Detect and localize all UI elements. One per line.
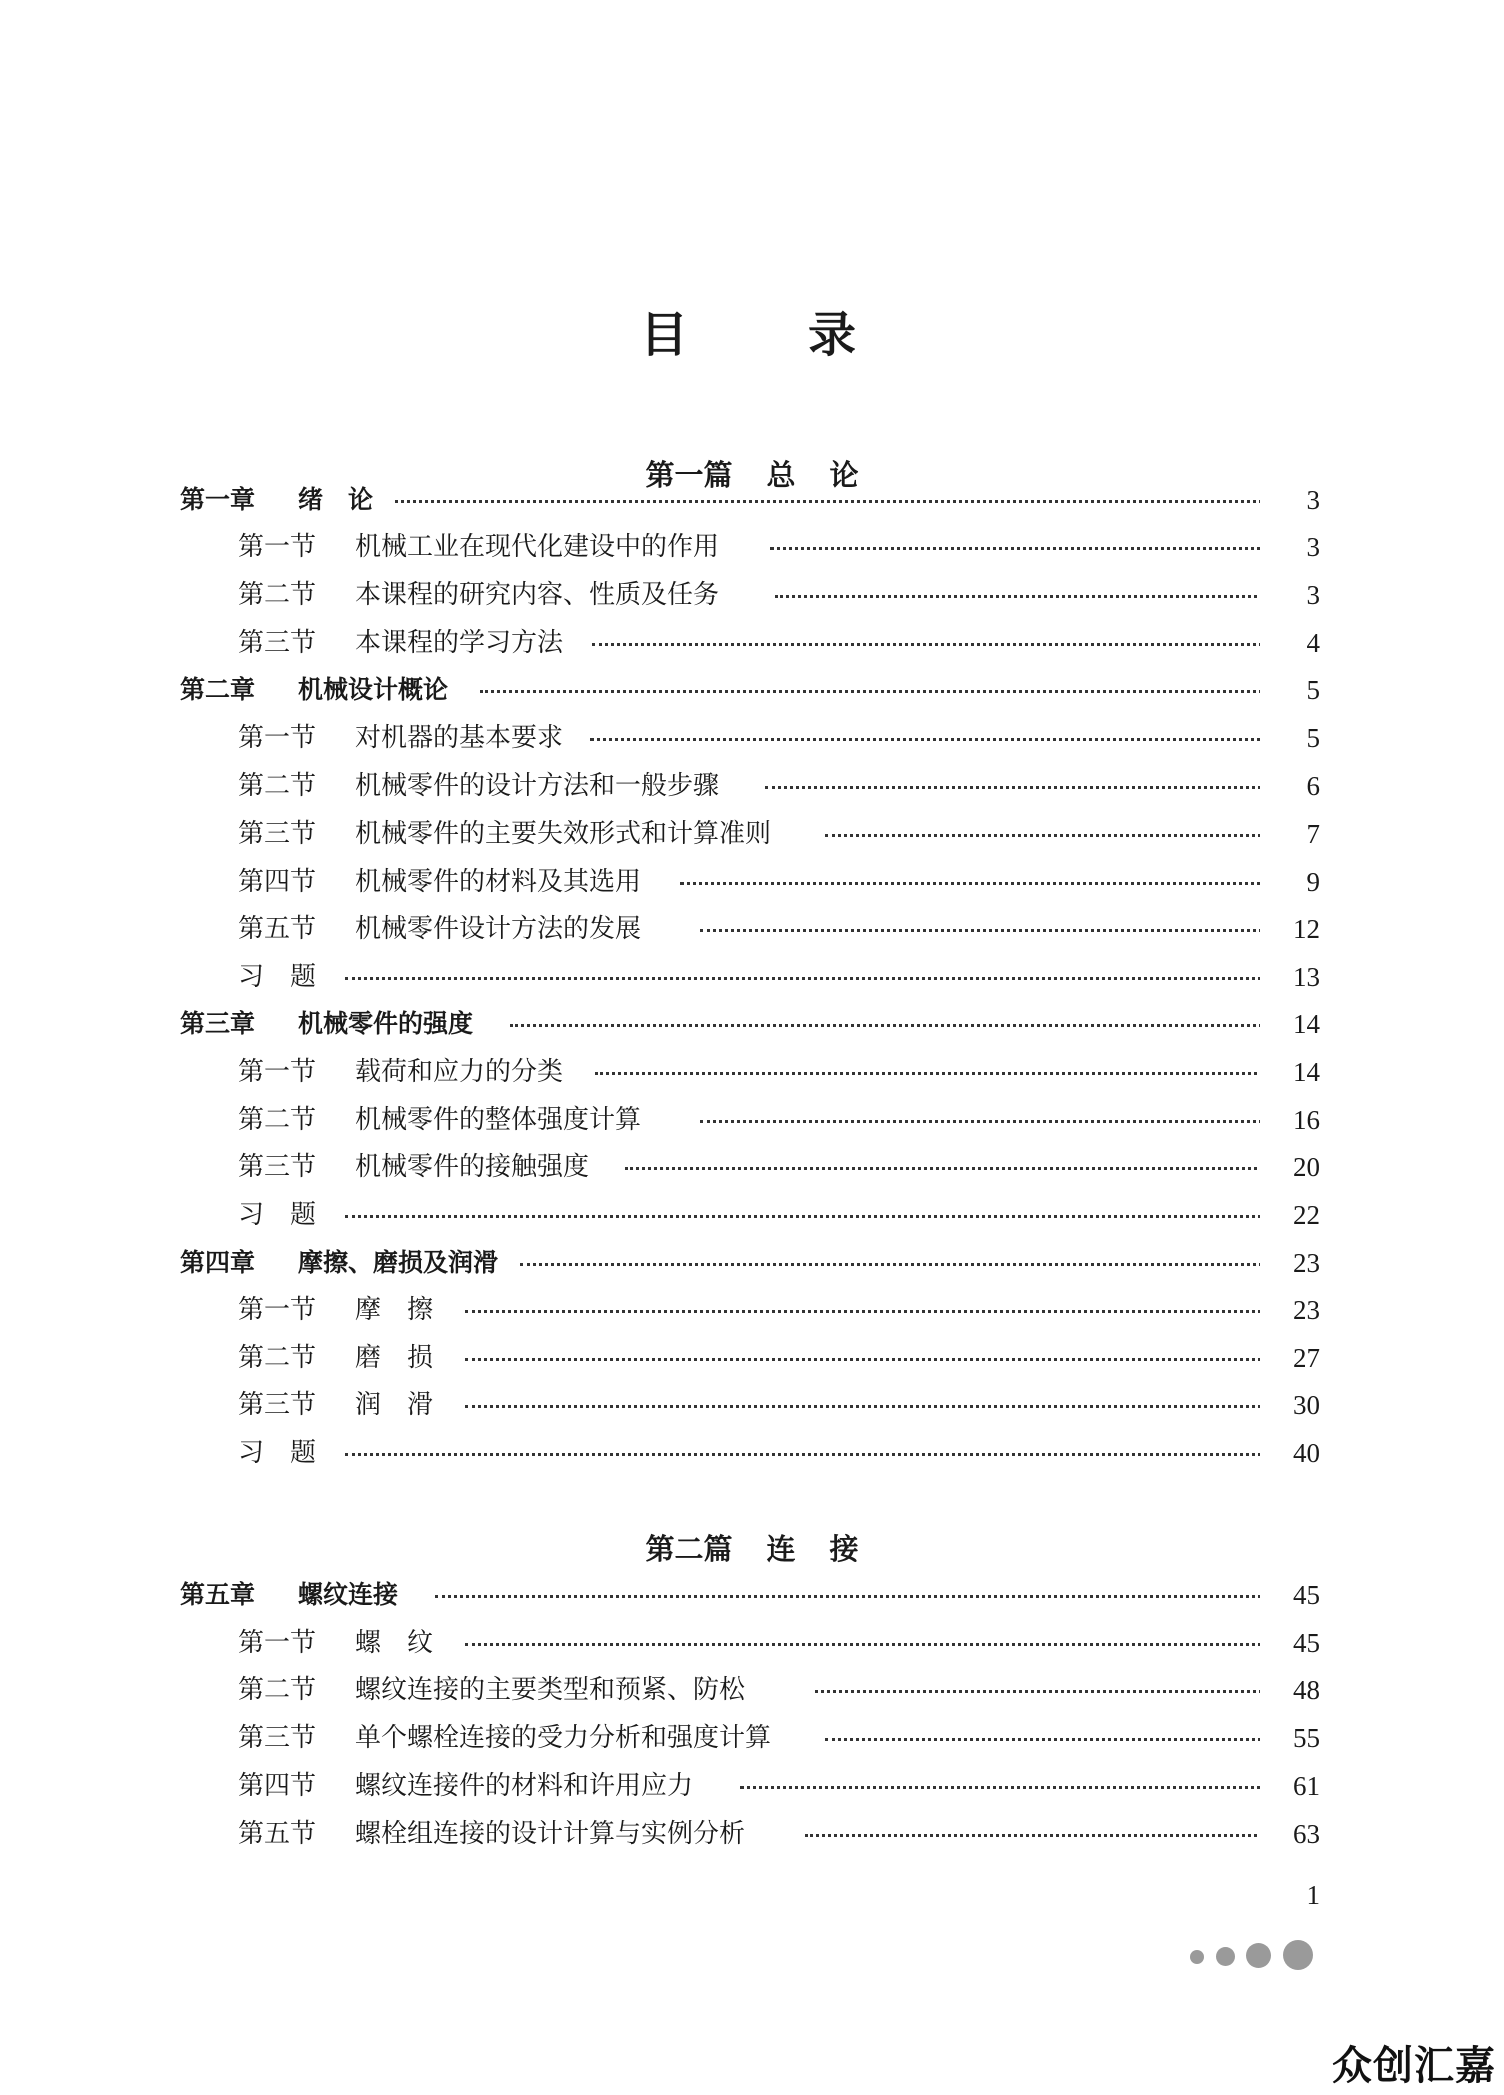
toc-section-row[interactable] — [0, 953, 1504, 1001]
toc-label: 习 题 — [238, 962, 317, 992]
toc-label: 第三节 — [238, 1152, 317, 1182]
toc-label: 第四节 — [238, 1771, 317, 1801]
dot-leader — [770, 547, 1274, 550]
toc-page-number: 23 — [1260, 1239, 1320, 1287]
toc-page-number: 63 — [1260, 1810, 1320, 1858]
toc-title: 磨 损 — [355, 1334, 443, 1382]
toc-page-number: 55 — [1260, 1714, 1320, 1762]
dot-leader — [510, 1024, 1274, 1027]
toc-page-number: 6 — [1260, 762, 1320, 810]
dot-leader — [592, 643, 1274, 646]
toc-section-row[interactable] — [0, 619, 1504, 667]
toc-label: 第三章 — [180, 1009, 256, 1038]
dot-leader — [465, 1643, 1274, 1646]
toc-title: 机械零件的强度 — [298, 1000, 483, 1048]
toc-section-row[interactable] — [0, 1286, 1504, 1334]
toc-section-row[interactable] — [0, 1714, 1504, 1762]
toc-section-row[interactable] — [0, 1666, 1504, 1714]
toc-section-row[interactable] — [0, 1096, 1504, 1144]
toc-title: 螺纹连接件的材料和许用应力 — [355, 1762, 703, 1810]
toc-section-row[interactable] — [0, 571, 1504, 619]
toc-page-number: 12 — [1260, 905, 1320, 953]
toc-chapter-row[interactable] — [0, 1000, 1504, 1048]
toc-label: 第四节 — [238, 867, 317, 897]
toc-page-number: 3 — [1260, 523, 1320, 571]
toc-page-number: 27 — [1260, 1334, 1320, 1382]
toc-label: 第二节 — [238, 771, 317, 801]
toc-page-number: 16 — [1260, 1096, 1320, 1144]
dot-leader — [590, 738, 1274, 741]
toc-section-row[interactable] — [0, 1810, 1504, 1858]
toc-section-row[interactable] — [0, 1334, 1504, 1382]
part-name-char: 总 — [766, 458, 796, 492]
dot-leader — [465, 1358, 1274, 1361]
part-label: 第一篇 — [645, 458, 733, 492]
dot-leader — [595, 1072, 1274, 1075]
toc-section-row[interactable] — [0, 762, 1504, 810]
toc-title: 对机器的基本要求 — [355, 714, 573, 762]
toc-title: 机械工业在现代化建设中的作用 — [355, 523, 729, 571]
toc-title: 摩擦、磨损及润滑 — [298, 1239, 508, 1287]
toc-chapter-row[interactable] — [0, 476, 1504, 524]
toc-label: 第二节 — [238, 1105, 317, 1135]
toc-label: 第五章 — [180, 1580, 256, 1609]
toc-page-number: 3 — [1260, 571, 1320, 619]
part-name-char: 连 — [766, 1532, 796, 1566]
toc-title: 机械零件的整体强度计算 — [355, 1096, 651, 1144]
toc-label: 第二节 — [238, 1343, 317, 1373]
toc-page-number: 9 — [1260, 858, 1320, 906]
dot-leader — [465, 1310, 1274, 1313]
page-title-char-1: 目 — [640, 307, 691, 363]
toc-label: 第三节 — [238, 1390, 317, 1420]
toc-title: 机械零件的设计方法和一般步骤 — [355, 762, 729, 810]
toc-title: 润 滑 — [355, 1381, 443, 1429]
toc-label: 习 题 — [238, 1438, 317, 1468]
toc-label: 第一节 — [238, 1057, 317, 1087]
toc-label: 第三节 — [238, 628, 317, 658]
decorative-dots — [1180, 1930, 1330, 1970]
toc-page-number: 14 — [1260, 1000, 1320, 1048]
toc-title: 机械零件的主要失效形式和计算准则 — [355, 810, 781, 858]
toc-chapter-row[interactable] — [0, 1239, 1504, 1287]
toc-chapter-row[interactable] — [0, 666, 1504, 714]
toc-label: 第二节 — [238, 580, 317, 610]
toc-section-row[interactable] — [0, 523, 1504, 571]
toc-title: 本课程的研究内容、性质及任务 — [355, 571, 729, 619]
watermark: 众创汇嘉 — [1332, 2043, 1496, 2089]
dot-leader — [480, 690, 1274, 693]
toc-title: 机械设计概论 — [298, 666, 458, 714]
toc-label: 第一节 — [238, 1628, 317, 1658]
toc-section-row[interactable] — [0, 1143, 1504, 1191]
toc-page-number: 30 — [1260, 1381, 1320, 1429]
part-heading-2 — [0, 1524, 1504, 1574]
toc-title: 单个螺栓连接的受力分析和强度计算 — [355, 1714, 781, 1762]
toc-title: 摩 擦 — [355, 1286, 443, 1334]
toc-label: 第一节 — [238, 1295, 317, 1325]
dot-leader — [700, 929, 1274, 932]
toc-section-row[interactable] — [0, 1762, 1504, 1810]
toc-page-number: 5 — [1260, 714, 1320, 762]
toc-label: 第三节 — [238, 819, 317, 849]
dot-leader — [740, 1786, 1274, 1789]
toc-section-row[interactable] — [0, 1191, 1504, 1239]
toc-page-number: 22 — [1260, 1191, 1320, 1239]
toc-page-number: 45 — [1260, 1571, 1320, 1619]
toc-page-number: 23 — [1260, 1286, 1320, 1334]
dot-icon — [1283, 1940, 1313, 1970]
toc-title: 机械零件的接触强度 — [355, 1143, 599, 1191]
dot-leader — [345, 1215, 1274, 1218]
toc-page-number: 14 — [1260, 1048, 1320, 1096]
toc-section-row[interactable] — [0, 858, 1504, 906]
page-number: 1 — [1306, 1880, 1320, 1910]
dot-leader — [825, 1738, 1274, 1741]
toc-label: 第五节 — [238, 1819, 317, 1849]
toc-page-number: 4 — [1260, 619, 1320, 667]
toc-label: 第二节 — [238, 1675, 317, 1705]
toc-section-row[interactable] — [0, 905, 1504, 953]
dot-leader — [395, 500, 1274, 503]
dot-leader — [345, 1453, 1274, 1456]
toc-page-number: 61 — [1260, 1762, 1320, 1810]
dot-icon — [1246, 1943, 1271, 1968]
toc-page-number: 13 — [1260, 953, 1320, 1001]
toc-page-number: 5 — [1260, 666, 1320, 714]
dot-leader — [765, 786, 1274, 789]
dot-leader — [520, 1263, 1274, 1266]
dot-leader — [625, 1167, 1274, 1170]
toc-title: 载荷和应力的分类 — [355, 1048, 573, 1096]
toc-title: 机械零件设计方法的发展 — [355, 905, 651, 953]
dot-icon — [1190, 1950, 1204, 1964]
toc-page-number: 3 — [1260, 476, 1320, 524]
toc-section-row[interactable] — [0, 714, 1504, 762]
part-name-char: 接 — [829, 1532, 859, 1566]
toc-label: 第四章 — [180, 1248, 256, 1277]
toc-page-number: 40 — [1260, 1429, 1320, 1477]
dot-leader — [435, 1595, 1274, 1598]
dot-leader — [815, 1690, 1274, 1693]
toc-page-number: 7 — [1260, 810, 1320, 858]
dot-leader — [700, 1120, 1274, 1123]
toc-chapter-row[interactable] — [0, 1571, 1504, 1619]
toc-section-row[interactable] — [0, 1048, 1504, 1096]
dot-leader — [805, 1834, 1274, 1837]
toc-page-number: 48 — [1260, 1666, 1320, 1714]
toc-title: 螺栓组连接的设计计算与实例分析 — [355, 1810, 755, 1858]
toc-title: 绪 论 — [298, 476, 383, 524]
toc-section-row[interactable] — [0, 1381, 1504, 1429]
toc-label: 第三节 — [238, 1723, 317, 1753]
toc-title: 螺纹连接的主要类型和预紧、防松 — [355, 1666, 755, 1714]
toc-section-row[interactable] — [0, 810, 1504, 858]
part-name-char: 论 — [829, 458, 859, 492]
toc-title: 螺 纹 — [355, 1619, 443, 1667]
dot-leader — [680, 882, 1274, 885]
dot-leader — [345, 977, 1274, 980]
toc-page-number: 45 — [1260, 1619, 1320, 1667]
dot-leader — [825, 834, 1274, 837]
toc-label: 第一章 — [180, 485, 256, 514]
toc-title: 本课程的学习方法 — [355, 619, 573, 667]
toc-title: 螺纹连接 — [298, 1571, 408, 1619]
toc-label: 第一节 — [238, 723, 317, 753]
toc-label: 第五节 — [238, 914, 317, 944]
toc-label: 习 题 — [238, 1200, 317, 1230]
toc-section-row[interactable] — [0, 1619, 1504, 1667]
toc-page-number: 20 — [1260, 1143, 1320, 1191]
dot-leader — [775, 595, 1274, 598]
dot-leader — [465, 1405, 1274, 1408]
page-title-char-2: 录 — [808, 307, 859, 363]
dot-icon — [1216, 1947, 1235, 1966]
part-label: 第二篇 — [645, 1532, 733, 1566]
toc-section-row[interactable] — [0, 1429, 1504, 1477]
toc-title: 机械零件的材料及其选用 — [355, 858, 651, 906]
toc-label: 第二章 — [180, 675, 256, 704]
toc-label: 第一节 — [238, 532, 317, 562]
